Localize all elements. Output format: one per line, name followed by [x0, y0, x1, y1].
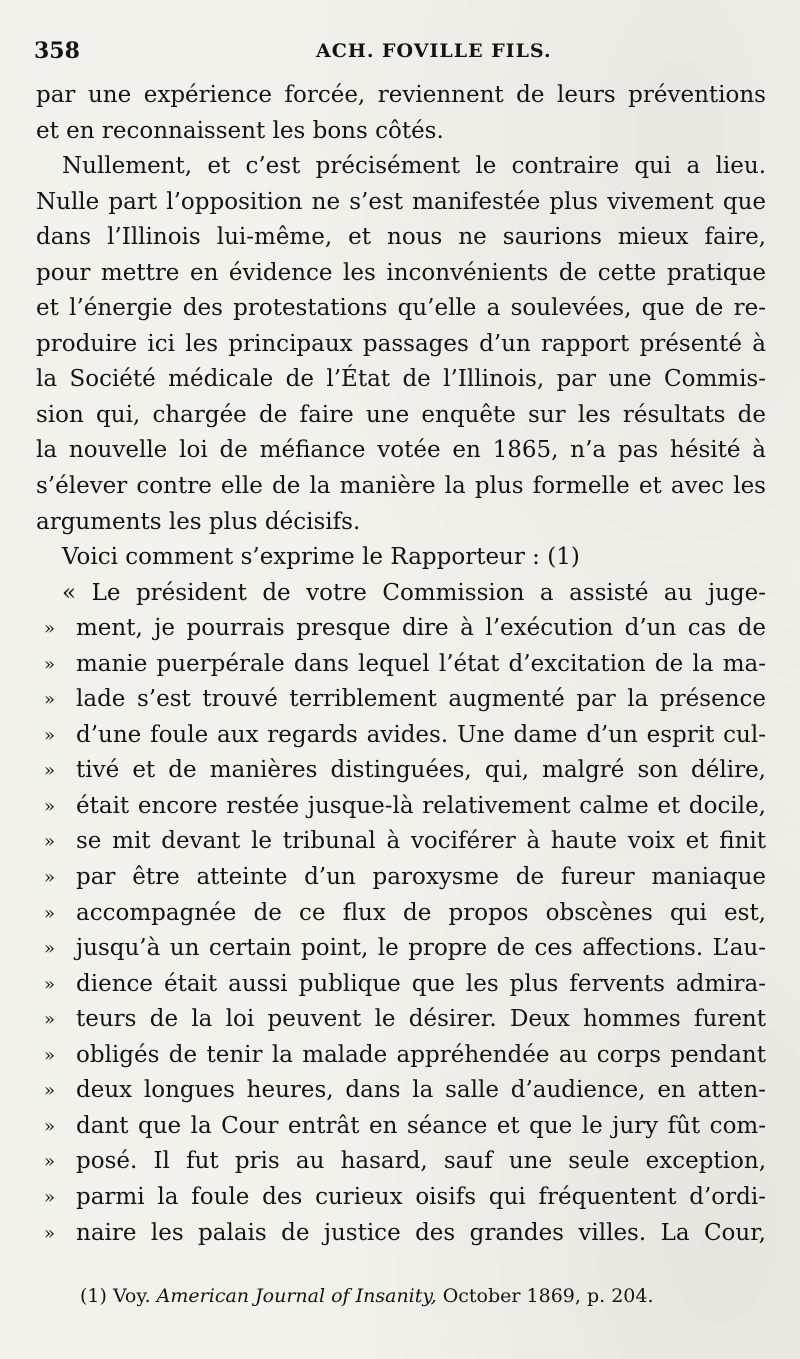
line-text: et en reconnaissent les bons côtés.	[36, 117, 444, 144]
line-text: jusqu’à un certain point, le propre de ces affections. L’au-	[76, 935, 766, 962]
running-title: ACH. FOVILLE FILS.	[316, 40, 552, 62]
line-text: par être atteinte d’un paroxysme de fureur maniaque	[76, 864, 766, 891]
line-text: lade s’est trouvé terriblement augmenté par la présence	[76, 686, 766, 713]
text-line	[36, 220, 766, 256]
quote-mark: »	[44, 1115, 56, 1137]
text-line	[36, 860, 766, 896]
line-text: se mit devant le tribunal à vociférer à haute voix et finit	[76, 828, 766, 855]
quote-mark: »	[44, 760, 56, 782]
quote-mark: »	[44, 1009, 56, 1031]
line-text: naire les palais de justice des grandes villes. La Cour,	[76, 1219, 766, 1246]
line-text: parmi la foule des curieux oisifs qui fréquentent d’ordi-	[76, 1183, 766, 1210]
text-line	[36, 1038, 766, 1074]
quote-mark: »	[44, 689, 56, 711]
line-text: posé. Il fut pris au hasard, sauf une seule exception,	[76, 1148, 766, 1175]
body-text	[36, 78, 766, 1251]
line-text: dience était aussi publique que les plus fervents admira-	[76, 970, 766, 997]
text-line	[36, 185, 766, 221]
text-line	[36, 753, 766, 789]
text-line	[36, 789, 766, 825]
quote-mark: »	[44, 902, 56, 924]
line-text: et l’énergie des protestations qu’elle a soulevées, que de re-	[36, 295, 766, 322]
text-line	[36, 718, 766, 754]
text-line	[36, 398, 766, 434]
text-line	[36, 114, 766, 150]
line-text: Voici comment s’exprime le Rapporteur : (1)	[62, 544, 580, 571]
footnote-marker: (1) Voy.	[80, 1285, 151, 1307]
line-text: accompagnée de ce flux de propos obscènes qui est,	[76, 899, 766, 926]
text-line	[36, 1002, 766, 1038]
running-head	[34, 38, 764, 68]
text-line	[36, 1216, 766, 1252]
line-text: deux longues heures, dans la salle d’audience, en atten-	[76, 1077, 766, 1104]
quote-mark: »	[44, 653, 56, 675]
line-text: pour mettre en évidence les inconvénients de cette pratique	[36, 259, 766, 286]
line-text: tivé et de manières distinguées, qui, malgré son délire,	[76, 757, 766, 784]
line-text: dans l’Illinois lui-même, et nous ne saurions mieux faire,	[36, 224, 766, 251]
footnote	[80, 1285, 740, 1307]
quote-mark: »	[44, 1044, 56, 1066]
text-line	[36, 1180, 766, 1216]
text-line	[36, 433, 766, 469]
text-line	[36, 256, 766, 292]
page-number: 358	[34, 38, 80, 64]
text-line	[36, 327, 766, 363]
text-line	[36, 647, 766, 683]
line-text: s’élever contre elle de la manière la plus formelle et avec les	[36, 473, 766, 500]
text-line	[36, 1073, 766, 1109]
line-text: manie puerpérale dans lequel l’état d’excitation de la ma-	[76, 650, 766, 677]
line-text: sion qui, chargée de faire une enquête sur les résultats de	[36, 401, 766, 428]
footnote-reference: October 1869, p. 204.	[442, 1285, 654, 1307]
line-text: produire ici les principaux passages d’un rapport présenté à	[36, 330, 766, 357]
text-line	[36, 824, 766, 860]
quote-mark: »	[44, 1151, 56, 1173]
line-text: ment, je pourrais presque dire à l’exécution d’un cas de	[76, 615, 766, 642]
text-line	[36, 505, 766, 541]
quote-mark: »	[44, 938, 56, 960]
text-line	[36, 540, 766, 576]
text-line	[36, 1144, 766, 1180]
quote-mark: »	[44, 618, 56, 640]
line-text: était encore restée jusque-là relativement calme et docile,	[76, 792, 766, 819]
line-text: d’une foule aux regards avides. Une dame d’un esprit cul-	[76, 721, 766, 748]
line-text: « Le président de votre Commission a assisté au juge-	[62, 579, 766, 606]
footnote-journal: American Journal of Insanity,	[156, 1285, 437, 1307]
quote-mark: »	[44, 795, 56, 817]
quote-mark: »	[44, 831, 56, 853]
text-line	[36, 291, 766, 327]
text-line	[36, 78, 766, 114]
quote-mark: »	[44, 724, 56, 746]
text-line	[36, 931, 766, 967]
quote-mark: »	[44, 973, 56, 995]
line-text: par une expérience forcée, reviennent de leurs préventions	[36, 82, 766, 108]
line-text: dant que la Cour entrât en séance et que le jury fût com-	[76, 1112, 766, 1139]
quote-mark: »	[44, 1222, 56, 1244]
quote-mark: »	[44, 1186, 56, 1208]
line-text: la Société médicale de l’État de l’Illinois, par une Commis-	[36, 366, 766, 393]
text-line	[36, 469, 766, 505]
quote-mark: »	[44, 867, 56, 889]
line-text: la nouvelle loi de méfiance votée en 1865, n’a pas hésité à	[36, 437, 766, 464]
text-line	[36, 611, 766, 647]
line-text: obligés de tenir la malade appréhendée au corps pendant	[76, 1041, 766, 1068]
text-line	[36, 362, 766, 398]
text-line	[36, 576, 766, 612]
line-text: Nullement, et c’est précisément le contraire qui a lieu.	[62, 153, 766, 180]
text-line	[36, 1109, 766, 1145]
line-text: Nulle part l’opposition ne s’est manifestée plus vivement que	[36, 188, 766, 215]
text-line	[36, 896, 766, 932]
text-line	[36, 682, 766, 718]
text-line	[36, 149, 766, 185]
quote-mark: »	[44, 1080, 56, 1102]
line-text: arguments les plus décisifs.	[36, 508, 361, 535]
line-text: teurs de la loi peuvent le désirer. Deux hommes furent	[76, 1006, 766, 1033]
text-line	[36, 967, 766, 1003]
